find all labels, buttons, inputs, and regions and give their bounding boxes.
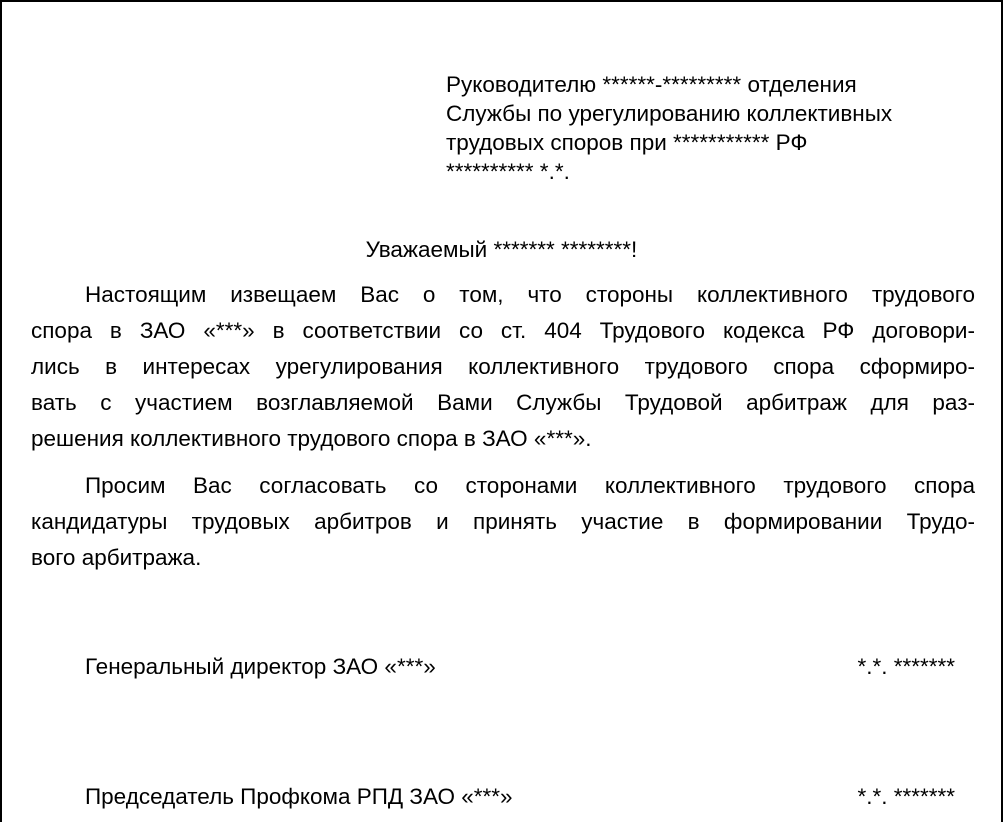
- addressee-block: [446, 70, 892, 186]
- body-paragraph-2: [31, 468, 975, 576]
- paragraph-line: решения коллективного трудового спора в ЗАО «***».: [31, 426, 592, 451]
- paragraph-line: кандидатуры трудовых арбитров и принять участие в формировании Трудо-: [31, 509, 975, 534]
- signatory-name: *.*. *******: [857, 784, 955, 809]
- paragraph-line: Просим Вас согласовать со сторонами коллективного трудового спора: [85, 473, 975, 498]
- paragraph-line: спора в ЗАО «***» в соответствии со ст. 404 Трудового кодекса РФ договори-: [31, 318, 975, 343]
- addressee-line: Руководителю ******-********* отделения: [446, 72, 857, 97]
- salutation: Уважаемый ******* ********!: [365, 237, 638, 262]
- signatory-role: Генеральный директор ЗАО «***»: [85, 654, 436, 679]
- signatory-role: Председатель Профкома РПД ЗАО «***»: [85, 784, 513, 809]
- paragraph-line: Настоящим извещаем Вас о том, что стороны коллективного трудового: [85, 282, 975, 307]
- body-paragraph-1: [31, 277, 975, 457]
- addressee-line: Службы по урегулированию коллективных: [446, 101, 893, 126]
- addressee-line: трудовых споров при *********** РФ: [446, 130, 808, 155]
- addressee-line: ********** *.*.: [446, 159, 570, 184]
- paragraph-line: вого арбитража.: [31, 545, 202, 570]
- paragraph-line: лись в интересах урегулирования коллективного трудового спора сформиро-: [31, 354, 975, 379]
- paragraph-line: вать с участием возглавляемой Вами Службы Трудовой арбитраж для раз-: [31, 390, 975, 415]
- signatory-name: *.*. *******: [857, 654, 955, 679]
